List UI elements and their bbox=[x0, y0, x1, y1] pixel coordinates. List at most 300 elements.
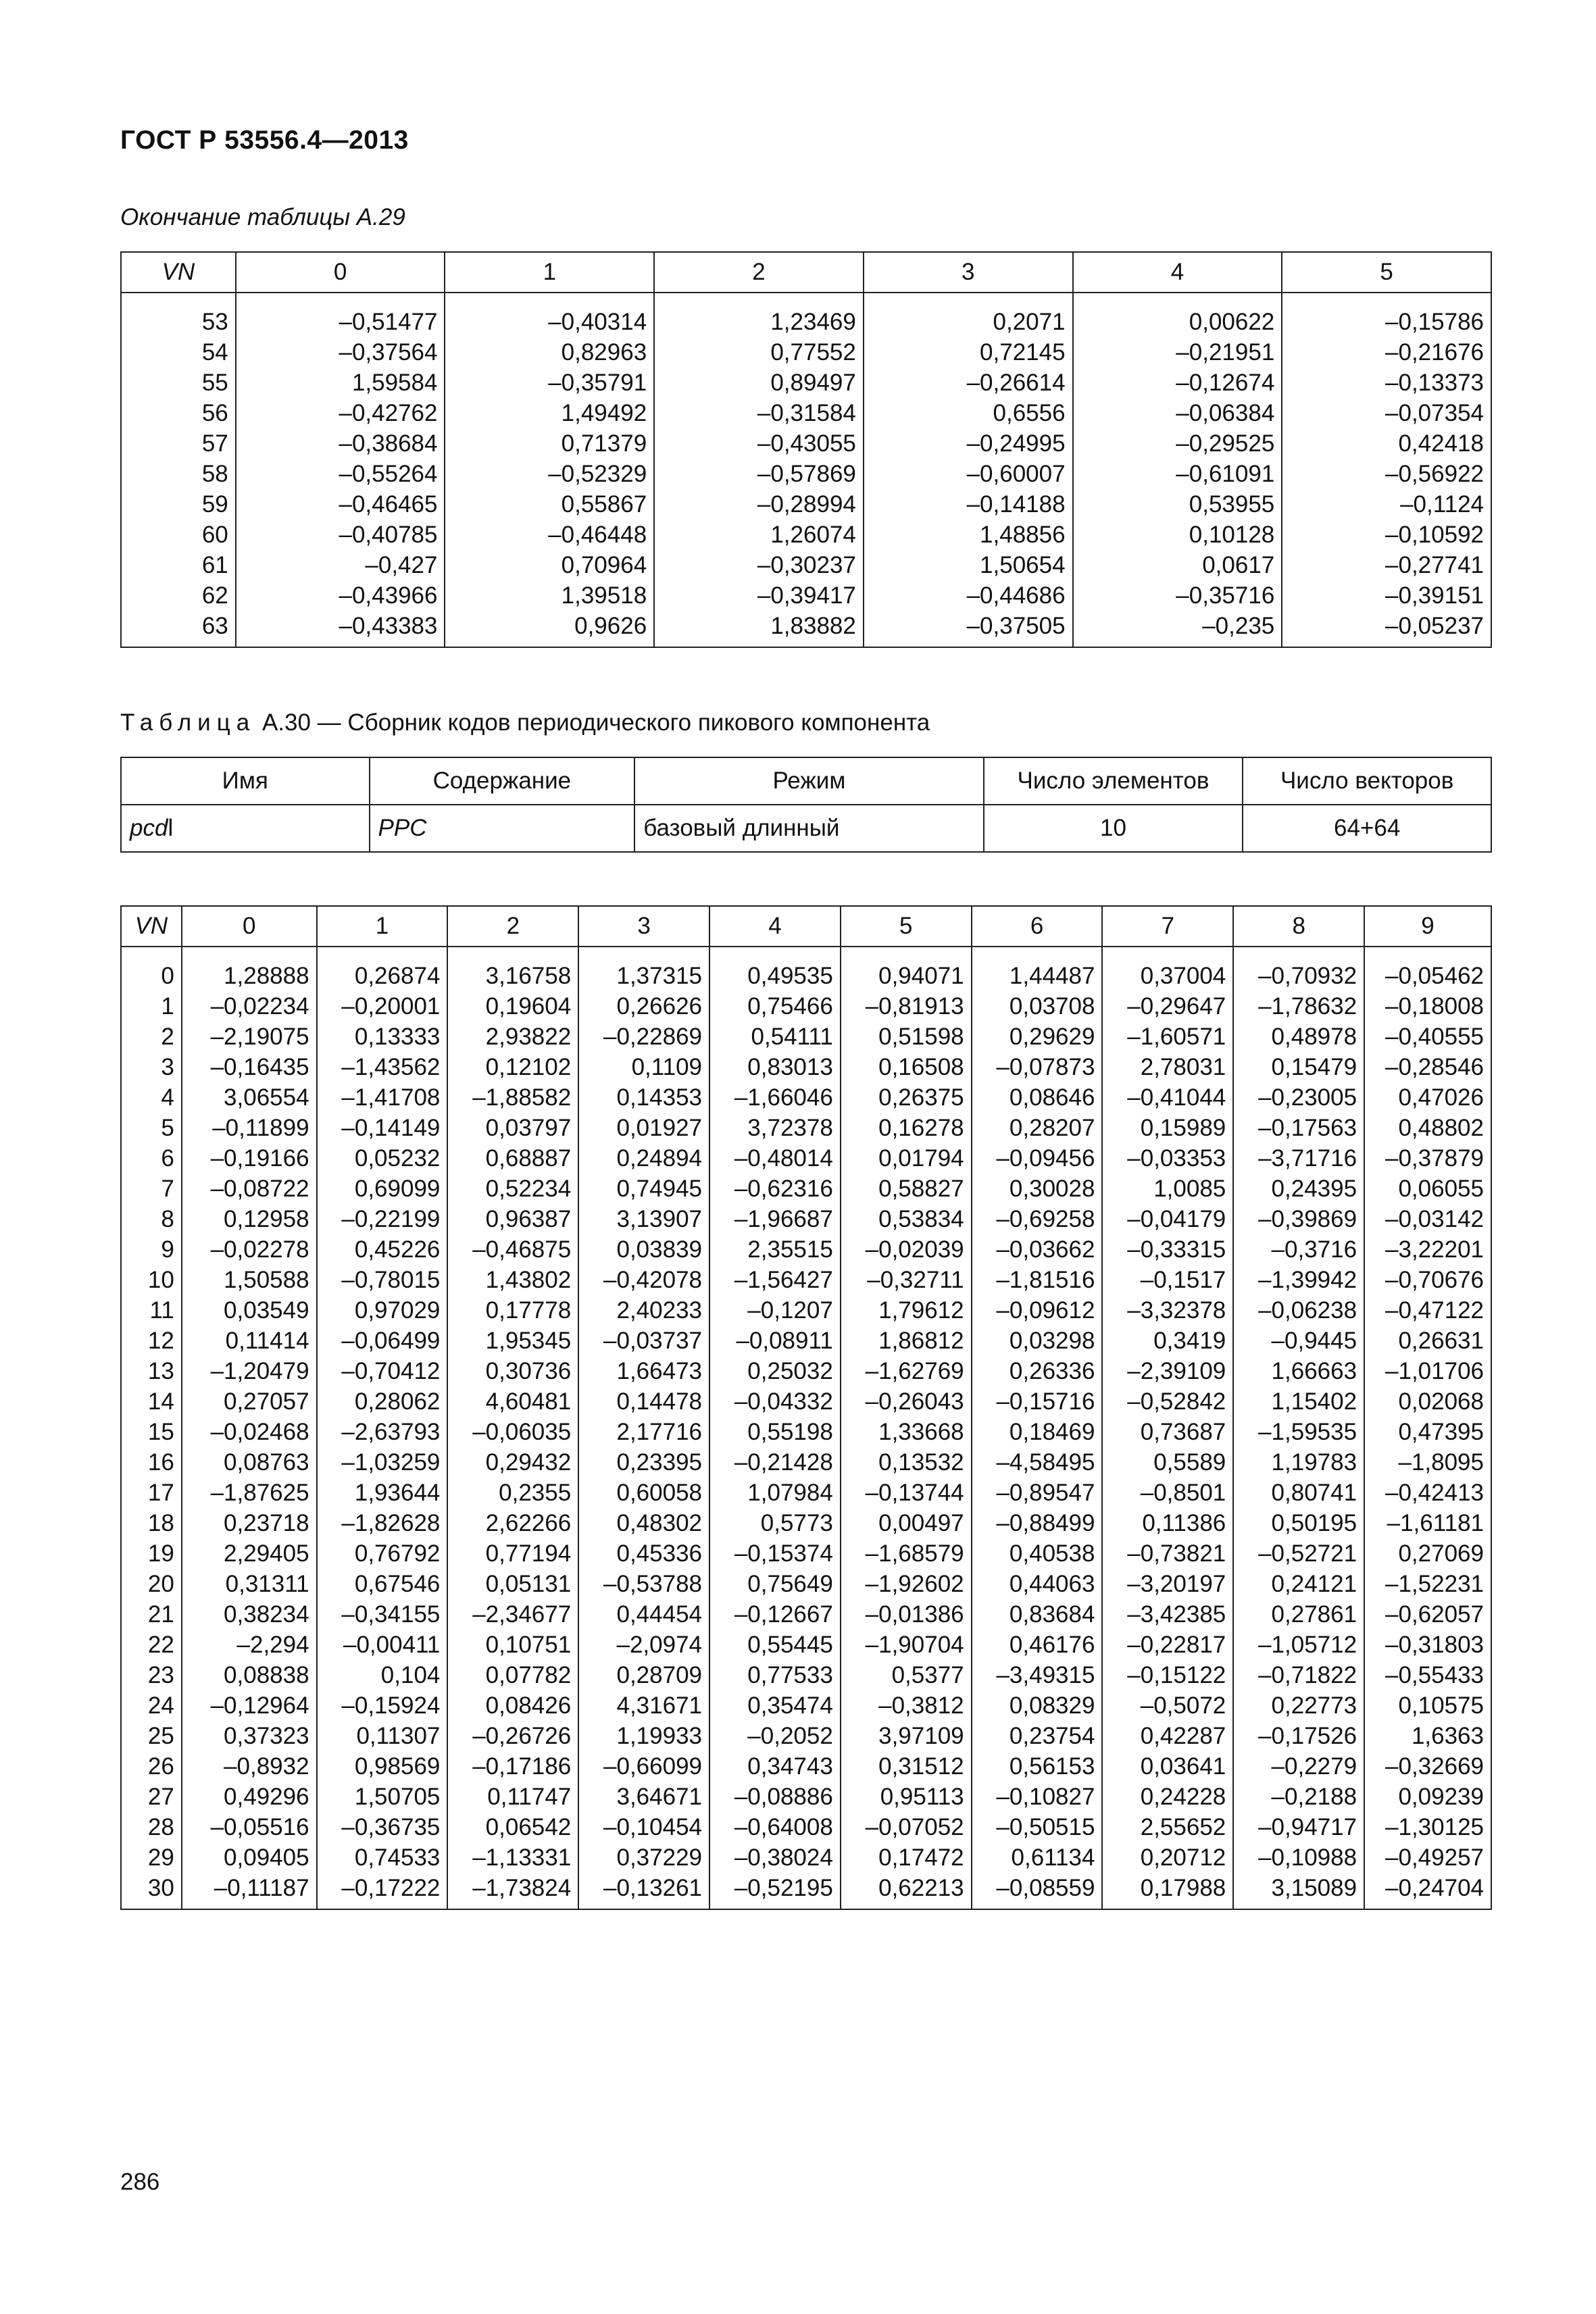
spacer-cell bbox=[1233, 947, 1364, 961]
value-cell: –0,69258 bbox=[972, 1204, 1103, 1234]
value-cell: 0,5773 bbox=[709, 1508, 841, 1538]
value-cell: 0,26631 bbox=[1364, 1326, 1491, 1356]
vn-cell: 26 bbox=[121, 1751, 182, 1782]
value-cell: 1,19933 bbox=[578, 1721, 709, 1751]
value-cell: 1,23469 bbox=[654, 307, 864, 337]
value-cell: 0,49296 bbox=[182, 1782, 317, 1812]
value-cell: –0,61091 bbox=[1073, 459, 1282, 489]
value-cell: –0,19166 bbox=[182, 1143, 317, 1174]
value-cell: –0,2052 bbox=[709, 1721, 841, 1751]
value-cell: 3,06554 bbox=[182, 1082, 317, 1113]
value-cell: –0,42413 bbox=[1364, 1478, 1491, 1508]
value-cell: 0,73687 bbox=[1102, 1417, 1233, 1447]
value-cell: –0,29525 bbox=[1073, 428, 1282, 459]
table-a30-info bbox=[120, 757, 1492, 853]
value-cell: –0,21951 bbox=[1073, 337, 1282, 368]
value-cell: 1,83882 bbox=[654, 611, 864, 647]
value-cell: 0,42287 bbox=[1102, 1721, 1233, 1751]
value-cell: –0,42762 bbox=[236, 398, 445, 428]
value-cell: –1,8095 bbox=[1364, 1447, 1491, 1478]
value-cell: 0,15479 bbox=[1233, 1052, 1364, 1082]
value-cell: 0,11747 bbox=[447, 1782, 578, 1812]
table-row bbox=[121, 1386, 1491, 1417]
spacer-cell bbox=[1282, 293, 1491, 307]
value-cell: –2,19075 bbox=[182, 1022, 317, 1052]
value-cell: 0,23395 bbox=[578, 1447, 709, 1478]
value-cell: 3,13907 bbox=[578, 1204, 709, 1234]
value-cell: 0,23718 bbox=[182, 1508, 317, 1538]
value-cell: –0,03662 bbox=[972, 1234, 1103, 1265]
value-cell: –0,08911 bbox=[709, 1326, 841, 1356]
value-cell: 0,47395 bbox=[1364, 1417, 1491, 1447]
value-cell: 1,50588 bbox=[182, 1265, 317, 1295]
vn-cell: 2 bbox=[121, 1022, 182, 1052]
value-cell: 0,12102 bbox=[447, 1052, 578, 1082]
value-cell: 1,26074 bbox=[654, 520, 864, 550]
value-cell: 3,15089 bbox=[1233, 1873, 1364, 1909]
value-cell: –0,22817 bbox=[1102, 1630, 1233, 1660]
table-a29-body bbox=[121, 293, 1491, 647]
value-cell: 0,89497 bbox=[654, 368, 864, 398]
vn-cell: 53 bbox=[121, 307, 236, 337]
value-cell: –0,14188 bbox=[864, 489, 1073, 520]
spacer-cell bbox=[864, 293, 1073, 307]
value-cell: –0,11899 bbox=[182, 1113, 317, 1143]
value-cell: –0,94717 bbox=[1233, 1812, 1364, 1842]
value-cell: 0,49535 bbox=[709, 961, 841, 991]
value-cell: –0,12674 bbox=[1073, 368, 1282, 398]
vn-cell: 61 bbox=[121, 550, 236, 580]
value-cell: –0,05462 bbox=[1364, 961, 1491, 991]
table-row bbox=[121, 1842, 1491, 1873]
value-cell: 1,66663 bbox=[1233, 1356, 1364, 1386]
table-a30-caption-prefix: Таблица bbox=[120, 709, 256, 736]
value-cell: –1,05712 bbox=[1233, 1630, 1364, 1660]
value-cell: –0,02468 bbox=[182, 1417, 317, 1447]
value-cell: –0,20001 bbox=[317, 991, 448, 1022]
value-cell: 1,59584 bbox=[236, 368, 445, 398]
value-cell: 1,44487 bbox=[972, 961, 1103, 991]
table-row bbox=[121, 611, 1491, 647]
value-cell: –0,28994 bbox=[654, 489, 864, 520]
value-cell: 0,11414 bbox=[182, 1326, 317, 1356]
column-header-2: 2 bbox=[654, 252, 864, 293]
table-a29-header-row bbox=[121, 252, 1491, 293]
value-cell: 0,72145 bbox=[864, 337, 1073, 368]
spacer-cell bbox=[1073, 293, 1282, 307]
value-cell: –0,2188 bbox=[1233, 1782, 1364, 1812]
table-row bbox=[121, 550, 1491, 580]
value-cell: 0,03298 bbox=[972, 1326, 1103, 1356]
value-cell: 0,48978 bbox=[1233, 1022, 1364, 1052]
vn-cell: 17 bbox=[121, 1478, 182, 1508]
table-row bbox=[121, 1630, 1491, 1660]
value-cell: 0,17988 bbox=[1102, 1873, 1233, 1909]
vn-cell: 56 bbox=[121, 398, 236, 428]
value-cell: 0,17472 bbox=[841, 1842, 972, 1873]
value-cell: 0,17778 bbox=[447, 1295, 578, 1326]
value-cell: 1,50654 bbox=[864, 550, 1073, 580]
value-cell: –0,15924 bbox=[317, 1690, 448, 1721]
value-cell: –0,73821 bbox=[1102, 1538, 1233, 1569]
value-cell: 0,47026 bbox=[1364, 1082, 1491, 1113]
spacer-cell bbox=[447, 947, 578, 961]
value-cell: 2,40233 bbox=[578, 1295, 709, 1326]
value-cell: 0,67546 bbox=[317, 1569, 448, 1599]
value-cell: –0,10827 bbox=[972, 1782, 1103, 1812]
value-cell: 0,60058 bbox=[578, 1478, 709, 1508]
value-cell: 0,28207 bbox=[972, 1113, 1103, 1143]
value-cell: 0,95113 bbox=[841, 1782, 972, 1812]
value-cell: –0,07873 bbox=[972, 1052, 1103, 1082]
value-cell: –0,34155 bbox=[317, 1599, 448, 1630]
value-cell: –0,39417 bbox=[654, 580, 864, 611]
value-cell: 0,45226 bbox=[317, 1234, 448, 1265]
value-cell: –0,37505 bbox=[864, 611, 1073, 647]
value-cell: –0,02039 bbox=[841, 1234, 972, 1265]
value-cell: –1,30125 bbox=[1364, 1812, 1491, 1842]
value-cell: 1,50705 bbox=[317, 1782, 448, 1812]
document-code-header: ГОСТ Р 53556.4—2013 bbox=[120, 126, 409, 155]
value-cell: 1,33668 bbox=[841, 1417, 972, 1447]
table-row bbox=[121, 1204, 1491, 1234]
value-cell: –0,78015 bbox=[317, 1265, 448, 1295]
value-cell: 0,50195 bbox=[1233, 1508, 1364, 1538]
value-cell: 0,26375 bbox=[841, 1082, 972, 1113]
value-cell: –0,26614 bbox=[864, 368, 1073, 398]
table-row bbox=[121, 398, 1491, 428]
value-cell: –0,00411 bbox=[317, 1630, 448, 1660]
value-cell: –2,63793 bbox=[317, 1417, 448, 1447]
value-cell: 0,10128 bbox=[1073, 520, 1282, 550]
value-cell: –0,31584 bbox=[654, 398, 864, 428]
value-cell: –0,89547 bbox=[972, 1478, 1103, 1508]
value-cell: –0,55264 bbox=[236, 459, 445, 489]
spacer-cell bbox=[654, 293, 864, 307]
value-cell: 0,45336 bbox=[578, 1538, 709, 1569]
value-cell: 0,00622 bbox=[1073, 307, 1282, 337]
value-cell: –1,96687 bbox=[709, 1204, 841, 1234]
vn-cell: 54 bbox=[121, 337, 236, 368]
value-cell: –0,21676 bbox=[1282, 337, 1491, 368]
value-cell: –1,13331 bbox=[447, 1842, 578, 1873]
value-cell: –0,22869 bbox=[578, 1022, 709, 1052]
vn-cell: 13 bbox=[121, 1356, 182, 1386]
value-cell: –0,52842 bbox=[1102, 1386, 1233, 1417]
value-cell: 0,30736 bbox=[447, 1356, 578, 1386]
value-cell: –3,32378 bbox=[1102, 1295, 1233, 1326]
value-cell: 2,62266 bbox=[447, 1508, 578, 1538]
value-cell: –0,39151 bbox=[1282, 580, 1491, 611]
value-cell: –0,17563 bbox=[1233, 1113, 1364, 1143]
vn-cell: 29 bbox=[121, 1842, 182, 1873]
value-cell: 2,55652 bbox=[1102, 1812, 1233, 1842]
value-cell: 0,29629 bbox=[972, 1022, 1103, 1052]
value-cell: –0,15122 bbox=[1102, 1660, 1233, 1690]
info-header-cell: Режим bbox=[634, 757, 983, 805]
value-cell: 0,12958 bbox=[182, 1204, 317, 1234]
info-mode-cell: базовый длинный bbox=[634, 805, 983, 852]
table-row bbox=[121, 1538, 1491, 1569]
value-cell: –0,53788 bbox=[578, 1569, 709, 1599]
value-cell: –2,39109 bbox=[1102, 1356, 1233, 1386]
table-row bbox=[121, 1022, 1491, 1052]
value-cell: 4,60481 bbox=[447, 1386, 578, 1417]
value-cell: –0,26043 bbox=[841, 1386, 972, 1417]
value-cell: –1,03259 bbox=[317, 1447, 448, 1478]
value-cell: –0,21428 bbox=[709, 1447, 841, 1478]
value-cell: 0,19604 bbox=[447, 991, 578, 1022]
table-row bbox=[121, 1143, 1491, 1174]
value-cell: –0,12964 bbox=[182, 1690, 317, 1721]
value-cell: –0,16435 bbox=[182, 1052, 317, 1082]
value-cell: 0,08763 bbox=[182, 1447, 317, 1478]
value-cell: –3,71716 bbox=[1233, 1143, 1364, 1174]
value-cell: 0,03797 bbox=[447, 1113, 578, 1143]
value-cell: 0,08838 bbox=[182, 1660, 317, 1690]
value-cell: –4,58495 bbox=[972, 1447, 1103, 1478]
value-cell: 0,55867 bbox=[445, 489, 654, 520]
value-cell: 0,03839 bbox=[578, 1234, 709, 1265]
value-cell: 0,53955 bbox=[1073, 489, 1282, 520]
value-cell: –0,44686 bbox=[864, 580, 1073, 611]
value-cell: –0,08722 bbox=[182, 1174, 317, 1204]
vn-cell: 3 bbox=[121, 1052, 182, 1082]
value-cell: –0,09456 bbox=[972, 1143, 1103, 1174]
value-cell: 0,25032 bbox=[709, 1356, 841, 1386]
value-cell: 0,55445 bbox=[709, 1630, 841, 1660]
value-cell: 0,10575 bbox=[1364, 1690, 1491, 1721]
value-cell: –0,17526 bbox=[1233, 1721, 1364, 1751]
info-header-cell: Число векторов bbox=[1243, 757, 1491, 805]
value-cell: –0,40785 bbox=[236, 520, 445, 550]
value-cell: 0,40538 bbox=[972, 1538, 1103, 1569]
table-a29-caption: Окончание таблицы А.29 bbox=[120, 204, 405, 230]
value-cell: 0,37323 bbox=[182, 1721, 317, 1751]
value-cell: 0,9626 bbox=[445, 611, 654, 647]
value-cell: –0,3716 bbox=[1233, 1234, 1364, 1265]
column-header-5: 5 bbox=[1282, 252, 1491, 293]
vn-cell: 23 bbox=[121, 1660, 182, 1690]
value-cell: –0,33315 bbox=[1102, 1234, 1233, 1265]
value-cell: –1,39942 bbox=[1233, 1265, 1364, 1295]
value-cell: 0,46176 bbox=[972, 1630, 1103, 1660]
value-cell: –0,70412 bbox=[317, 1356, 448, 1386]
value-cell: –0,57869 bbox=[654, 459, 864, 489]
spacer-cell bbox=[1102, 947, 1233, 961]
value-cell: 3,64671 bbox=[578, 1782, 709, 1812]
value-cell: 1,95345 bbox=[447, 1326, 578, 1356]
table-row bbox=[121, 1234, 1491, 1265]
value-cell: 0,83013 bbox=[709, 1052, 841, 1082]
value-cell: –1,43562 bbox=[317, 1052, 448, 1082]
value-cell: 0,20712 bbox=[1102, 1842, 1233, 1873]
value-cell: –0,29647 bbox=[1102, 991, 1233, 1022]
value-cell: 2,17716 bbox=[578, 1417, 709, 1447]
value-cell: –0,06499 bbox=[317, 1326, 448, 1356]
table-row bbox=[121, 1660, 1491, 1690]
value-cell: 0,0617 bbox=[1073, 550, 1282, 580]
vn-cell: 8 bbox=[121, 1204, 182, 1234]
value-cell: –0,15716 bbox=[972, 1386, 1103, 1417]
value-cell: –0,52721 bbox=[1233, 1538, 1364, 1569]
value-cell: 0,52234 bbox=[447, 1174, 578, 1204]
value-cell: 0,71379 bbox=[445, 428, 654, 459]
vn-cell: 62 bbox=[121, 580, 236, 611]
value-cell: –3,22201 bbox=[1364, 1234, 1491, 1265]
value-cell: –0,52195 bbox=[709, 1873, 841, 1909]
value-cell: 1,49492 bbox=[445, 398, 654, 428]
vn-cell: 55 bbox=[121, 368, 236, 398]
value-cell: –0,10988 bbox=[1233, 1842, 1364, 1873]
value-cell: –1,60571 bbox=[1102, 1022, 1233, 1052]
value-cell: –1,88582 bbox=[447, 1082, 578, 1113]
value-cell: –0,52329 bbox=[445, 459, 654, 489]
table-a30-info-header-row bbox=[121, 757, 1491, 805]
value-cell: –0,30237 bbox=[654, 550, 864, 580]
value-cell: 0,13532 bbox=[841, 1447, 972, 1478]
value-cell: 1,37315 bbox=[578, 961, 709, 991]
value-cell: –0,62057 bbox=[1364, 1599, 1491, 1630]
value-cell: –0,8932 bbox=[182, 1751, 317, 1782]
value-cell: –0,14149 bbox=[317, 1113, 448, 1143]
value-cell: 0,09405 bbox=[182, 1842, 317, 1873]
info-name-italic: pcd bbox=[130, 815, 168, 841]
value-cell: 0,5589 bbox=[1102, 1447, 1233, 1478]
value-cell: –0,07052 bbox=[841, 1812, 972, 1842]
table-a30-caption-text: А.30 — Сборник кодов периодического пикового компонента bbox=[255, 709, 930, 736]
value-cell: –0,13744 bbox=[841, 1478, 972, 1508]
value-cell: 0,38234 bbox=[182, 1599, 317, 1630]
value-cell: –0,32711 bbox=[841, 1265, 972, 1295]
table-row bbox=[121, 1751, 1491, 1782]
table-row bbox=[121, 991, 1491, 1022]
value-cell: –0,50515 bbox=[972, 1812, 1103, 1842]
value-cell: 0,14478 bbox=[578, 1386, 709, 1417]
value-cell: –0,10454 bbox=[578, 1812, 709, 1842]
value-cell: –0,40555 bbox=[1364, 1022, 1491, 1052]
value-cell: 2,35515 bbox=[709, 1234, 841, 1265]
vn-cell: 14 bbox=[121, 1386, 182, 1417]
value-cell: –2,294 bbox=[182, 1630, 317, 1660]
value-cell: 1,07984 bbox=[709, 1478, 841, 1508]
table-row bbox=[121, 1690, 1491, 1721]
value-cell: –3,42385 bbox=[1102, 1599, 1233, 1630]
value-cell: 1,66473 bbox=[578, 1356, 709, 1386]
value-cell: 1,48856 bbox=[864, 520, 1073, 550]
value-cell: –0,5072 bbox=[1102, 1690, 1233, 1721]
value-cell: –0,24704 bbox=[1364, 1873, 1491, 1909]
value-cell: –0,13261 bbox=[578, 1873, 709, 1909]
value-cell: 0,08646 bbox=[972, 1082, 1103, 1113]
value-cell: –0,18008 bbox=[1364, 991, 1491, 1022]
spacer-cell bbox=[972, 947, 1103, 961]
value-cell: –0,12667 bbox=[709, 1599, 841, 1630]
column-header-vn: VN bbox=[121, 252, 236, 293]
table-row bbox=[121, 1356, 1491, 1386]
info-vectors-cell: 64+64 bbox=[1243, 805, 1491, 852]
value-cell: 0,28709 bbox=[578, 1660, 709, 1690]
table-row bbox=[121, 489, 1491, 520]
info-header-cell: Число элементов bbox=[984, 757, 1243, 805]
value-cell: 0,31311 bbox=[182, 1569, 317, 1599]
value-cell: –0,17222 bbox=[317, 1873, 448, 1909]
value-cell: –1,90704 bbox=[841, 1630, 972, 1660]
value-cell: –0,40314 bbox=[445, 307, 654, 337]
column-header-1: 1 bbox=[445, 252, 654, 293]
column-header-9: 9 bbox=[1364, 906, 1491, 947]
spacer-cell bbox=[121, 947, 182, 961]
table-row bbox=[121, 1812, 1491, 1842]
value-cell: 0,44063 bbox=[972, 1569, 1103, 1599]
value-cell: –0,62316 bbox=[709, 1174, 841, 1204]
value-cell: 3,72378 bbox=[709, 1113, 841, 1143]
value-cell: –0,04332 bbox=[709, 1386, 841, 1417]
value-cell: –0,56922 bbox=[1282, 459, 1491, 489]
value-cell: 0,70964 bbox=[445, 550, 654, 580]
value-cell: 0,104 bbox=[317, 1660, 448, 1690]
value-cell: 3,16758 bbox=[447, 961, 578, 991]
value-cell: 0,06542 bbox=[447, 1812, 578, 1842]
value-cell: –0,3812 bbox=[841, 1690, 972, 1721]
value-cell: –0,35716 bbox=[1073, 580, 1282, 611]
value-cell: –0,26726 bbox=[447, 1721, 578, 1751]
value-cell: –0,43383 bbox=[236, 611, 445, 647]
column-header-6: 6 bbox=[972, 906, 1103, 947]
value-cell: 0,11386 bbox=[1102, 1508, 1233, 1538]
value-cell: 0,56153 bbox=[972, 1751, 1103, 1782]
table-a30-body bbox=[121, 947, 1491, 1909]
value-cell: 0,26336 bbox=[972, 1356, 1103, 1386]
value-cell: 0,82963 bbox=[445, 337, 654, 368]
value-cell: –1,87625 bbox=[182, 1478, 317, 1508]
value-cell: –0,10592 bbox=[1282, 520, 1491, 550]
value-cell: 0,74945 bbox=[578, 1174, 709, 1204]
value-cell: 0,34743 bbox=[709, 1751, 841, 1782]
spacer-cell bbox=[1364, 947, 1491, 961]
spacer-cell bbox=[182, 947, 317, 961]
value-cell: –0,41044 bbox=[1102, 1082, 1233, 1113]
table-row bbox=[121, 1721, 1491, 1751]
value-cell: –0,13373 bbox=[1282, 368, 1491, 398]
table-row bbox=[121, 580, 1491, 611]
value-cell: 0,48802 bbox=[1364, 1113, 1491, 1143]
value-cell: –0,05516 bbox=[182, 1812, 317, 1842]
value-cell: 0,24121 bbox=[1233, 1569, 1364, 1599]
value-cell: 0,75466 bbox=[709, 991, 841, 1022]
value-cell: 0,51598 bbox=[841, 1022, 972, 1052]
vn-cell: 11 bbox=[121, 1295, 182, 1326]
value-cell: –0,70932 bbox=[1233, 961, 1364, 991]
value-cell: 0,06055 bbox=[1364, 1174, 1491, 1204]
value-cell: 0,58827 bbox=[841, 1174, 972, 1204]
value-cell: –0,04179 bbox=[1102, 1204, 1233, 1234]
info-header-cell: Содержание bbox=[370, 757, 635, 805]
value-cell: –1,66046 bbox=[709, 1082, 841, 1113]
table-row bbox=[121, 459, 1491, 489]
table-a30-values bbox=[120, 905, 1492, 1910]
value-cell: 4,31671 bbox=[578, 1690, 709, 1721]
value-cell: 0,61134 bbox=[972, 1842, 1103, 1873]
value-cell: 0,97029 bbox=[317, 1295, 448, 1326]
table-a30-header-row bbox=[121, 906, 1491, 947]
value-cell: 0,01794 bbox=[841, 1143, 972, 1174]
vn-cell: 25 bbox=[121, 1721, 182, 1751]
table-row bbox=[121, 520, 1491, 550]
value-cell: –1,41708 bbox=[317, 1082, 448, 1113]
value-cell: 0,3419 bbox=[1102, 1326, 1233, 1356]
table-row bbox=[121, 1599, 1491, 1630]
